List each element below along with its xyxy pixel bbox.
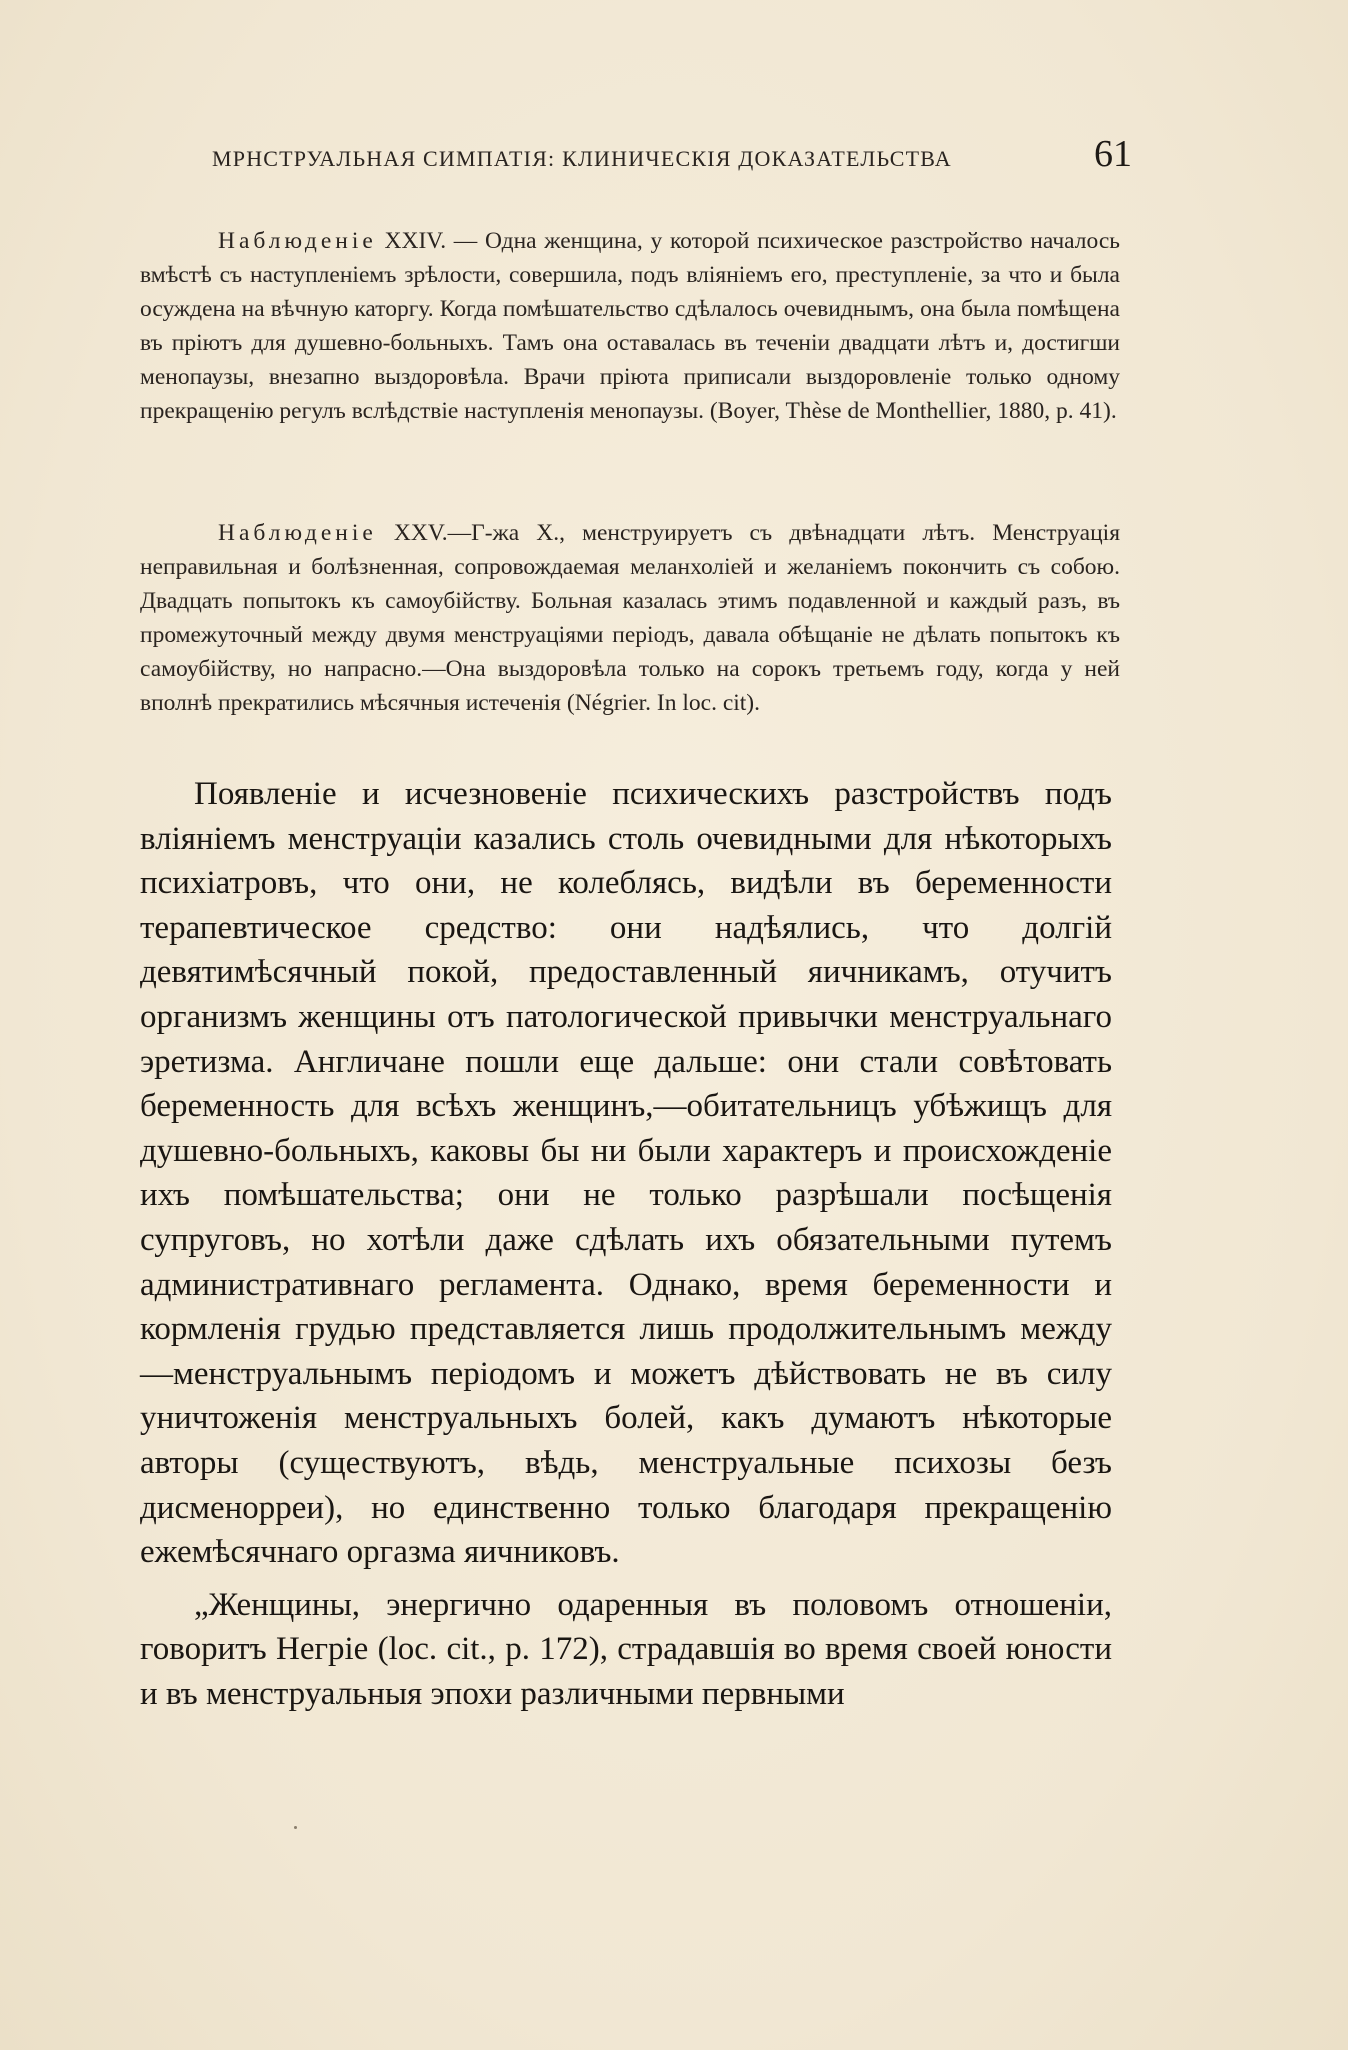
observation-25 — [140, 516, 1120, 720]
page-number: 61 — [1094, 133, 1132, 175]
observation-label: Наблюденіе — [218, 520, 377, 546]
running-head: МРНСТРУАЛЬНАЯ СИМПАТІЯ: КЛИНИЧЕСКІЯ ДОКАЗАТЕЛЬСТВА — [212, 146, 952, 171]
paper-speck — [294, 1826, 297, 1829]
observation-label: Наблюденіе — [218, 228, 377, 254]
observation-paragraph — [140, 224, 1120, 428]
observation-text: XXIV. — Одна женщина, у которой психическое разстройство началось вмѣстѣ съ наступленіемъ зрѣлости, совершила, подъ вліяніемъ его, преступленіе, за что и была осуждена на вѣчную каторгу. Когда помѣшательство сдѣлалось очевиднымъ, она была помѣщена въ пріютъ для душевно-больныхъ. Тамъ она оставалась въ теченіи двадцати лѣтъ и, достигши менопаузы, внезапно выздоровѣла. Врачи пріюта приписали выздоровленіе только одному прекращенію регулъ вслѣдствіе наступленія менопаузы. (Boyer, Thèse de Monthellier, 1880, p. 41). — [140, 228, 1121, 424]
main-text — [140, 772, 1112, 1716]
page-header — [212, 132, 1132, 182]
body-paragraph: Появленіе и исчезновеніе психическихъ разстройствъ подъ вліяніемъ менструаціи казались столь очевидными для нѣкоторыхъ психіатровъ, что они, не колеблясь, видѣли въ беременности терапевтическое средство: они надѣялись, что долгій девятимѣсячный покой, предоставленный яичникамъ, отучитъ организмъ женщины отъ патологической привычки менструальнаго эретизма. Англичане пошли еще дальше: они стали совѣтовать беременность для всѣхъ женщинъ,—обитательницъ убѣжищъ для душевно-больныхъ, каковы бы ни были характеръ и происхожденіе ихъ помѣшательства; они не только разрѣшали посѣщенія супруговъ, но хотѣли даже сдѣлать ихъ обязательными путемъ административнаго регламента. Однако, время беременности и кормленія грудью представляется лишь продолжительнымъ между—менструальнымъ періодомъ и можетъ дѣйствовать не въ силу уничтоженія менструальныхъ болей, какъ думаютъ нѣкоторые авторы (существуютъ, вѣдь, менструальные психозы безъ дисменорреи), но единственно только благодаря прекращенію ежемѣсячнаго оргазма яичниковъ. — [140, 776, 1112, 1571]
body-paragraph: „Женщины, энергично одаренныя въ половомъ отношеніи, говоритъ Негріе (loc. cit., p. 172), страдавшія во время своей юности и въ менструальныя эпохи различными первными — [140, 1586, 1112, 1712]
observation-text: XXV.—Г-жа X., менструируетъ съ двѣнадцати лѣтъ. Менструація неправильная и болѣзненная, сопровождаемая меланхоліей и желаніемъ покончить съ собою. Двадцать попытокъ къ самоубійству. Больная казалась этимъ подавленной и каждый разъ, въ промежуточный между двумя менструаціями періодъ, давала обѣщаніе не дѣлать попытокъ къ самоубійству, но напрасно.—Она выздоровѣла только на сорокъ третьемъ году, когда у ней вполнѣ прекратились мѣсячныя истеченія (Négrier. In loc. cit). — [140, 520, 1120, 716]
observation-24 — [140, 224, 1120, 428]
observation-paragraph — [140, 516, 1120, 720]
